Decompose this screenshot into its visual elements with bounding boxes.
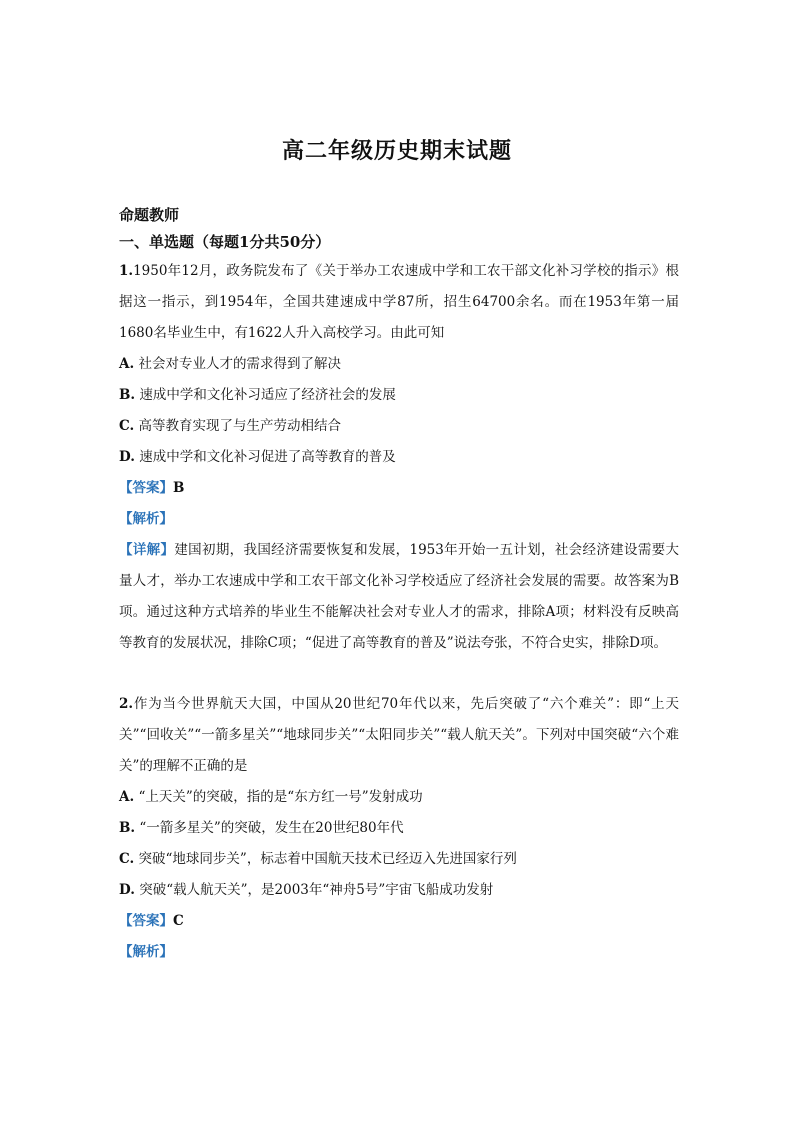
answer-label: 【答案】 <box>119 480 173 496</box>
option-letter: A. <box>119 356 135 372</box>
option-text: 突破“地球同步关”，标志着中国航天技术已经迈入先进国家行列 <box>138 851 517 867</box>
option-text: “一箭多星关”的突破，发生在20世纪80年代 <box>139 820 404 836</box>
option-text: 高等教育实现了与生产劳动相结合 <box>138 418 342 434</box>
question-number: 1. <box>119 263 134 279</box>
option-letter: C. <box>119 851 135 867</box>
option-text: 突破“载人航天关”，是2003年“神舟5号”宇宙飞船成功发射 <box>139 882 494 898</box>
option-b <box>119 380 679 411</box>
option-letter: B. <box>119 387 136 403</box>
option-letter: D. <box>119 449 135 465</box>
question-text: 作为当今世界航天大国，中国从20世纪70年代以来，先后突破了“六个难关”：即“上天关”“回收关”“一箭多星关”“地球同步关”“太阳同步关”“载人航天关”。下列对中国突破“六个难关”的理解不正确的是 <box>119 696 679 774</box>
detail-text: 建国初期，我国经济需要恢复和发展，1953年开始一五计划，社会经济建设需要大量人才，举办工农速成中学和工农干部文化补习学校适应了经济社会发展的需要。故答案为B项。通过这种方式培养的毕业生不能解决社会对专业人才的需求，排除A项；材料没有反映高等教育的发展状况，排除C项；“促进了高等教育的普及”说法夸张，不符合史实，排除D项。 <box>119 542 680 651</box>
analysis-label: 【解析】 <box>119 511 173 527</box>
analysis-label: 【解析】 <box>119 944 173 960</box>
option-letter: B. <box>119 820 136 836</box>
analysis-line <box>119 504 679 535</box>
option-c <box>119 411 679 442</box>
question-number: 2. <box>119 696 134 712</box>
analysis-line <box>119 937 679 968</box>
document-body <box>119 202 679 968</box>
detail-paragraph <box>119 535 679 659</box>
option-a <box>119 782 679 813</box>
option-text: 速成中学和文化补习适应了经济社会的发展 <box>139 387 396 403</box>
question-2 <box>119 689 679 968</box>
option-text: 社会对专业人才的需求得到了解决 <box>138 356 341 372</box>
question-text: 1950年12月，政务院发布了《关于举办工农速成中学和工农干部文化补习学校的指示》根据这一指示，到1954年，全国共建速成中学87所，招生64700余名。而在1953年第一届1680名毕业生中，有1622人升入高校学习。由此可知 <box>119 263 679 341</box>
answer-line <box>119 906 679 937</box>
option-text: “上天关”的突破，指的是“东方红一号”发射成功 <box>138 789 423 805</box>
option-letter: D. <box>119 882 135 898</box>
author-line: 命题教师 <box>119 206 180 224</box>
answer-line <box>119 473 679 504</box>
option-d <box>119 875 679 906</box>
question-stem <box>119 689 679 782</box>
option-a <box>119 349 679 380</box>
option-text: 速成中学和文化补习促进了高等教育的普及 <box>139 449 396 465</box>
option-b <box>119 813 679 844</box>
detail-label: 【详解】 <box>119 542 175 558</box>
question-stem <box>119 256 679 349</box>
page-title: 高二年级历史期末试题 <box>281 138 512 164</box>
answer-value: C <box>173 913 184 929</box>
answer-value: B <box>173 480 185 496</box>
option-letter: C. <box>119 418 135 434</box>
option-letter: A. <box>119 789 135 805</box>
question-1 <box>119 256 679 659</box>
answer-label: 【答案】 <box>119 913 173 929</box>
option-c <box>119 844 679 875</box>
option-d <box>119 442 679 473</box>
question-spacer <box>119 659 679 689</box>
section-heading: 一、单选题（每题1分共50分） <box>119 233 331 251</box>
